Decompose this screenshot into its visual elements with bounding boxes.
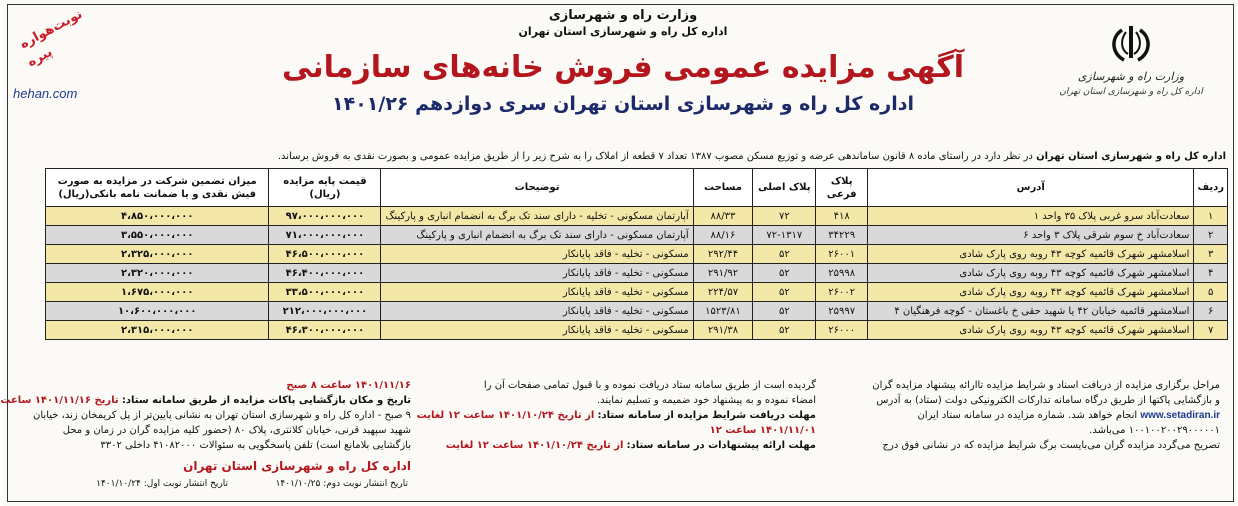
cell-base-price: ۹۷،۰۰۰،۰۰۰،۰۰۰ (269, 207, 381, 226)
cell-guarantee: ۳،۵۵۰،۰۰۰،۰۰۰ (46, 226, 269, 245)
cell-main-plot: ۵۲ (753, 302, 816, 321)
table-row (46, 226, 1228, 245)
cell-description: مسکونی - تخلیه - فاقد پایانکار (381, 245, 693, 264)
col-base-price: قیمت پایه مزایده (ریال) (269, 169, 381, 207)
cell-area: ۱۵۲۳/۸۱ (693, 302, 753, 321)
cell-main-plot: ۷۲ (753, 207, 816, 226)
footer-text: www.setadiran.ir انجام خواهد شد. شماره مزایده در سامانه ستاد ایران (917, 410, 1220, 421)
cell-sub-plot: ۲۶۰۰۰ (816, 321, 868, 340)
footer-column-deadlines (416, 378, 816, 453)
footer-column-opening (0, 378, 411, 474)
cell-index: ۵ (1194, 283, 1228, 302)
cell-guarantee: ۱،۶۷۵،۰۰۰،۰۰۰ (46, 283, 269, 302)
cell-main-plot: ۷۲-۱۳۱۷ (753, 226, 816, 245)
cell-description: مسکونی - تخلیه - فاقد پایانکار (381, 283, 693, 302)
cell-base-price: ۴۶،۴۰۰،۰۰۰،۰۰۰ (269, 264, 381, 283)
cell-guarantee: ۴،۸۵۰،۰۰۰،۰۰۰ (46, 207, 269, 226)
ministry-name: وزارت راه و شهرسازی (548, 8, 698, 23)
col-sub-plot: پلاک فرعی (816, 169, 868, 207)
cell-address: سعادت‌آباد سرو غربی پلاک ۳۵ واحد ۱ (868, 207, 1194, 226)
footer-text: شهید سپهبد قرنی، خیابان کلانتری، پلاک ۸۰ (حضور کلیه مزایده گران در زمان و محل (62, 425, 411, 436)
cell-address: اسلامشهر شهرک قائمیه کوچه ۴۳ روبه روی پارک شادی (868, 264, 1194, 283)
col-description: توضیحات (381, 169, 693, 207)
footer-text: مهلت ارائه پیشنهادات در سامانه ستاد: از تاریخ ۱۴۰۱/۱۰/۲۴ ساعت ۱۲ لغایت (445, 440, 816, 451)
intro-paragraph (16, 150, 1226, 164)
table-row (46, 207, 1228, 226)
cell-main-plot: ۵۲ (753, 264, 816, 283)
cell-guarantee: ۱۰،۶۰۰،۰۰۰،۰۰۰ (46, 302, 269, 321)
logo-text-2: پیره (24, 44, 55, 71)
cell-base-price: ۴۶،۳۰۰،۰۰۰،۰۰۰ (269, 321, 381, 340)
iran-emblem-icon (1108, 22, 1154, 66)
cell-sub-plot: ۴۱۸ (816, 207, 868, 226)
cell-index: ۳ (1194, 245, 1228, 264)
cell-description: آپارتمان مسکونی - دارای سند تک برگ به انضمام انباری و پارکینگ (381, 226, 693, 245)
footer-text: و بازگشایی پاکتها از طریق درگاه سامانه تدارکات الکترونیکی دولت (ستاد) به آدرس (876, 395, 1220, 406)
cell-index: ۶ (1194, 302, 1228, 321)
footer-text: ۱۴۰۱/۱۱/۰۱ ساعت ۱۲ (709, 425, 816, 436)
col-area: مساحت (693, 169, 753, 207)
notice-footer (0, 378, 1226, 478)
footer-text: گردیده است از طریق سامانه ستاد دریافت نموده و با قبول تمامی صفحات آن را (483, 380, 816, 391)
table-row (46, 245, 1228, 264)
cell-base-price: ۷۱،۰۰۰،۰۰۰،۰۰۰ (269, 226, 381, 245)
col-main-plot: پلاک اصلی (753, 169, 816, 207)
footer-text: تاریخ و مکان بازگشایی پاکات مزایده از طریق سامانه ستاد: تاریخ ۱۴۰۱/۱۱/۱۶ ساعت (0, 395, 411, 406)
table-row (46, 302, 1228, 321)
cell-sub-plot: ۲۵۹۹۷ (816, 302, 868, 321)
cell-index: ۱ (1194, 207, 1228, 226)
table-row (46, 264, 1228, 283)
logo-text-1: نوبت‌هواره (17, 6, 85, 53)
notice-subtitle: اداره کل راه و شهرسازی استان تهران سری دوازدهم ۱۴۰۱/۲۶ (332, 93, 914, 115)
footer-text: مراحل برگزاری مزایده از دریافت اسناد و شرایط مزایده تاارائه پیشنهاد مزایده گران (872, 380, 1220, 391)
table-row (46, 283, 1228, 302)
cell-area: ۲۲۴/۵۷ (693, 283, 753, 302)
department-name: اداره کل راه و شهرسازی استان تهران (518, 25, 728, 38)
footer-text: امضاء نموده و به پیشنهاد خود ضمیمه و تسلیم نمایند. (597, 395, 816, 406)
cell-area: ۲۹۱/۹۲ (693, 264, 753, 283)
footer-text: بازگشایی بلامانع است) تلفن پاسخگویی به سئوالات ۴۱۰۸۲۰۰۰ داخلی ۳۳۰۲ (100, 440, 411, 451)
setad-url-link[interactable]: www.setadiran.ir (1140, 410, 1220, 421)
cell-index: ۲ (1194, 226, 1228, 245)
logo-latin: hehan.com (13, 86, 78, 101)
col-index: ردیف (1194, 169, 1228, 207)
notice-title: آگهی مزایده عمومی فروش خانه‌های سازمانی (281, 50, 965, 85)
publish-date-second: تاریخ انتشار نوبت دوم: ۱۴۰۱/۱۰/۲۵ (275, 479, 408, 489)
intro-text: در نظر دارد در راستای ماده ۸ قانون ساماندهی عرضه و توزیع مسکن مصوب ۱۳۸۷ تعداد ۷ قطعه از املاک را به شرح زیر را از طریق مزایده عمومی و بصورت نقدی به فروش برساند. (277, 151, 1033, 162)
cell-main-plot: ۵۲ (753, 283, 816, 302)
footer-text: ۱۴۰۱/۱۱/۱۶ ساعت ۸ صبح (286, 380, 411, 391)
emblem-department: اداره کل راه و شهرسازی استان تهران (1059, 87, 1203, 97)
footer-text: ۹ صبح - اداره کل راه و شهرسازی استان تهران به نشانی پایین‌تر از پل کریمخان زند، خیابان (33, 410, 411, 421)
col-guarantee: میزان تضمین شرکت در مزایده به صورت فیش نقدی و یا ضمانت نامه بانکی(ریال) (46, 169, 269, 207)
intro-lead: اداره کل راه و شهرسازی استان تهران (1036, 151, 1226, 162)
footer-column-procedure (820, 378, 1220, 453)
cell-index: ۴ (1194, 264, 1228, 283)
ministry-emblem (1056, 22, 1206, 132)
cell-sub-plot: ۲۶۰۰۲ (816, 283, 868, 302)
cell-address: اسلامشهر شهرک قائمیه کوچه ۴۳ روبه روی پارک شادی (868, 283, 1194, 302)
notice-header (233, 6, 1013, 146)
cell-index: ۷ (1194, 321, 1228, 340)
cell-sub-plot: ۲۵۹۹۸ (816, 264, 868, 283)
cell-main-plot: ۵۲ (753, 321, 816, 340)
cell-area: ۲۹۱/۳۸ (693, 321, 753, 340)
cell-guarantee: ۲،۳۲۵،۰۰۰،۰۰۰ (46, 245, 269, 264)
cell-guarantee: ۲،۳۲۰،۰۰۰،۰۰۰ (46, 264, 269, 283)
table-row (46, 321, 1228, 340)
cell-area: ۸۸/۱۶ (693, 226, 753, 245)
cell-description: آپارتمان مسکونی - تخلیه - دارای سند تک برگ به انضمام انباری و پارکینگ (381, 207, 693, 226)
cell-base-price: ۲۱۲،۰۰۰،۰۰۰،۰۰۰ (269, 302, 381, 321)
cell-sub-plot: ۲۶۰۰۱ (816, 245, 868, 264)
emblem-ministry: وزارت راه و شهرسازی (1077, 70, 1185, 83)
footer-text: مهلت دریافت شرایط مزایده از سامانه ستاد: از تاریخ ۱۴۰۱/۱۰/۲۴ ساعت ۱۲ لغایت (416, 410, 816, 421)
col-address: آدرس (868, 169, 1194, 207)
cell-address: اسلامشهر شهرک قائمیه کوچه ۴۳ روبه روی پارک شادی (868, 321, 1194, 340)
newspaper-logo (9, 6, 85, 110)
cell-main-plot: ۵۲ (753, 245, 816, 264)
cell-description: مسکونی - تخلیه - فاقد پایانکار (381, 302, 693, 321)
table-header-row (46, 169, 1228, 207)
cell-sub-plot: ۳۴۲۲۹ (816, 226, 868, 245)
cell-address: اسلامشهر قائمیه خیابان ۴۲ یا شهید حقی خ باغستان - کوچه فرهنگیان ۴ (868, 302, 1194, 321)
cell-area: ۲۹۲/۴۴ (693, 245, 753, 264)
cell-address: اسلامشهر شهرک قائمیه کوچه ۴۳ روبه روی پارک شادی (868, 245, 1194, 264)
publish-date-first: تاریخ انتشار نوبت اول: ۱۴۰۱/۱۰/۲۴ (96, 479, 228, 489)
cell-description: مسکونی - تخلیه - فاقد پایانکار (381, 264, 693, 283)
footer-text: ۱۰۰۱۰۰۲۰۰۲۹۰۰۰۰۰۱ می‌باشد. (1089, 425, 1220, 436)
cell-address: سعادت‌آباد خ سوم شرقی پلاک ۳ واحد ۶ (868, 226, 1194, 245)
cell-guarantee: ۲،۳۱۵،۰۰۰،۰۰۰ (46, 321, 269, 340)
cell-area: ۸۸/۳۳ (693, 207, 753, 226)
property-table (45, 168, 1228, 340)
cell-description: مسکونی - تخلیه - فاقد پایانکار (381, 321, 693, 340)
cell-base-price: ۳۳،۵۰۰،۰۰۰،۰۰۰ (269, 283, 381, 302)
signature-line: اداره کل راه و شهرسازی استان تهران (183, 459, 411, 473)
cell-base-price: ۴۶،۵۰۰،۰۰۰،۰۰۰ (269, 245, 381, 264)
footer-text: تصریح می‌گردد مزایده گران می‌بایست برگ شرایط مزایده که در نشانی فوق درج (882, 440, 1220, 451)
